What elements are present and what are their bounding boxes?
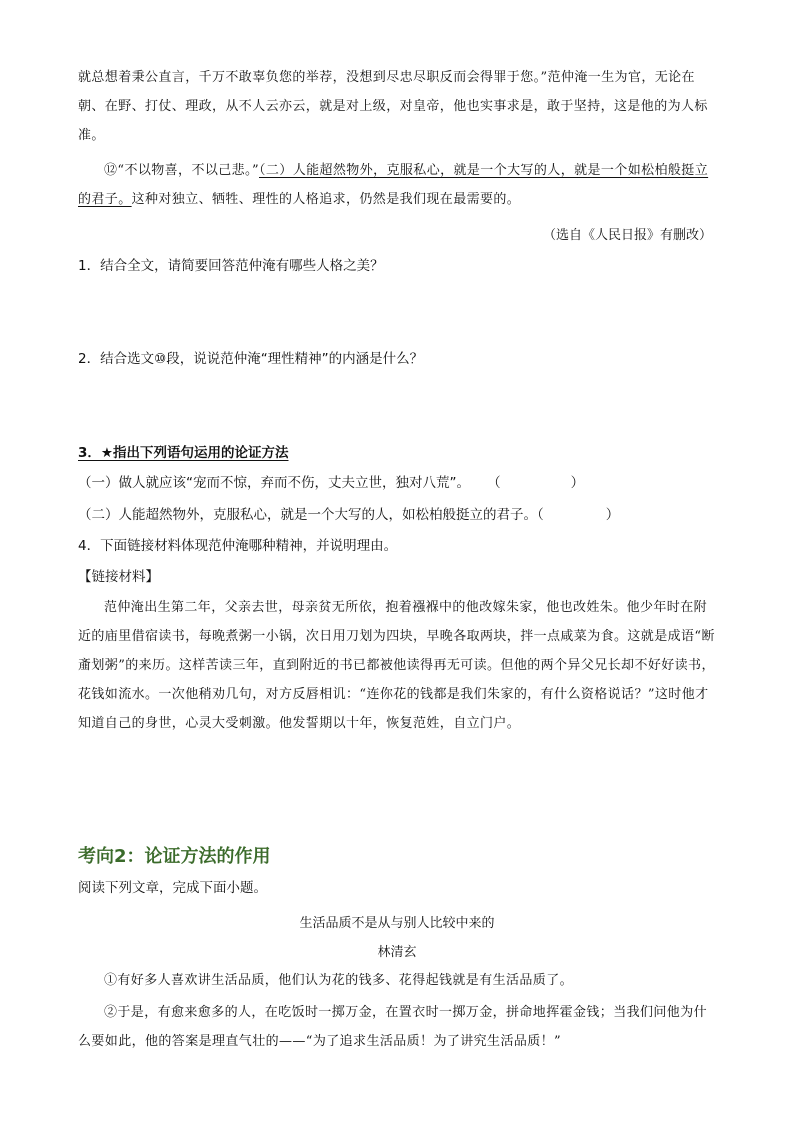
question-2: 2．结合选文⑩段，说说范仲淹“理性精神”的内涵是什么？ — [78, 351, 424, 367]
paragraph-12-underlined-sentence: （二）人能超然物外，克服私心，就是一个大写的人，就是一个如松柏般挺立的君子。 — [78, 163, 709, 207]
passage-paragraph-continued: 就总想着秉公直言，千万不敢辜负您的举荐，没想到尽忠尽职反而会得罪于您。”范仲淹一生为官，无论在朝、在野、打仗、理政，从不人云亦云，就是对上级，对皇帝，他也实事求是，敢于坚持，这是他的为人标准。 — [78, 70, 708, 143]
question-3-item-1-text: （一）做人就应该“宠而不惊，弃而不伤，丈夫立世，独对八荒”。 — [78, 475, 470, 491]
question-3-item-2-text: （二）人能超然物外，克服私心，就是一个大写的人，如松柏般挺立的君子。 — [78, 507, 537, 523]
question-3-item-2 — [78, 505, 619, 525]
source-citation: （选自《人民日报》有删改） — [542, 228, 712, 243]
answer-blank-close: ） — [570, 475, 585, 491]
link-material-text: 范仲淹出生第二年，父亲去世，母亲贫无所依，抱着襁褓中的他改嫁朱家，他也改姓朱。他少年时在附近的庙里借宿读书，每晚煮粥一小锅，次日用刀划为四块，早晚各取两块，拌一点咸菜为食。这就是成语“断齑划粥”的来历。这样苦读三年，直到附近的书已都被他读得再无可读。但他的两个异父兄长却不好好读书，花钱如流水。一次他稍劝几句，对方反唇相讥：“连你花的钱都是我们朱家的，有什么资格说话？”这时他才知道自己的身世，心灵大受刺激。他发誓期以十年，恢复范姓，自立门户。 — [78, 600, 715, 731]
paragraph-12-lead: ⑫“不以物喜，不以己悲。” — [104, 163, 259, 178]
answer-blank-close: ） — [605, 507, 620, 523]
question-3-title: 3．★指出下列语句运用的论证方法 — [78, 445, 289, 461]
article-paragraph-1: ①有好多人喜欢讲生活品质，他们认为花的钱多、花得起钱就是有生活品质了。 — [104, 973, 574, 988]
paragraph-12-tail: 这种对独立、牺牲、理性的人格追求，仍然是我们现在最需要的。 — [131, 192, 521, 207]
answer-blank-open: （ — [487, 475, 501, 491]
question-4: 4．下面链接材料体现范仲淹哪种精神，并说明理由。 — [78, 538, 398, 554]
section-heading: 考向2：论证方法的作用 — [78, 846, 271, 867]
article-paragraph-2: ②于是，有愈来愈多的人，在吃饭时一掷万金，在置衣时一掷万金，拼命地挥霍金钱；当我们问他为什么要如此，他的答案是理直气壮的——“为了追求生活品质！为了讲究生活品质！” — [78, 1005, 708, 1049]
article-title: 生活品质不是从与别人比较中来的 — [299, 916, 495, 931]
passage-paragraph-12 — [78, 156, 718, 214]
link-material-label: 【链接材料】 — [78, 569, 159, 585]
section-instruction: 阅读下列文章，完成下面小题。 — [78, 880, 267, 896]
answer-blank-open: （ — [537, 507, 544, 523]
question-1: 1．结合全文，请简要回答范仲淹有哪些人格之美？ — [78, 258, 384, 274]
question-3-item-1 — [78, 473, 584, 493]
article-author: 林清玄 — [377, 945, 417, 960]
